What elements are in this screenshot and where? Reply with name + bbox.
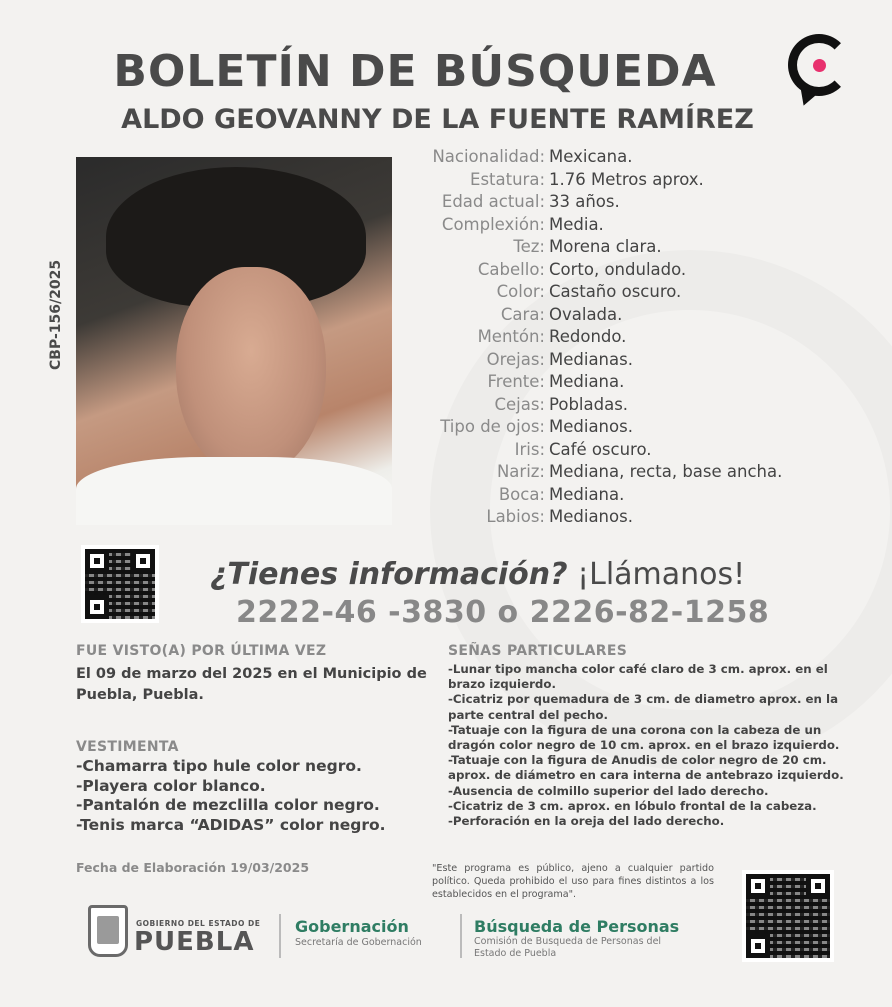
detail-row	[400, 416, 860, 439]
detail-value: Castaño oscuro.	[549, 282, 682, 301]
divider	[460, 914, 462, 958]
call-action: ¡Llámanos!	[577, 557, 746, 592]
detail-label: Orejas:	[486, 349, 545, 369]
detail-label: Frente:	[487, 372, 545, 391]
gobernacion-title: Gobernación	[295, 917, 409, 936]
brand-logo-icon	[788, 34, 850, 96]
detail-label: Cara:	[500, 304, 545, 324]
qr-code-icon[interactable]	[742, 870, 834, 962]
detail-label: Estatura:	[470, 169, 545, 189]
detail-value: Mediana.	[549, 372, 625, 391]
gov-label-big: PUEBLA	[134, 927, 255, 957]
detail-value: Corto, ondulado.	[549, 259, 687, 279]
details-list	[400, 146, 860, 529]
detail-row	[400, 439, 860, 462]
detail-value: Redondo.	[549, 327, 627, 346]
detail-label: Nacionalidad:	[432, 147, 545, 166]
detail-label: Labios:	[486, 507, 545, 526]
gov-label-small: GOBIERNO DEL ESTADO DE	[136, 919, 261, 928]
detail-row	[400, 461, 860, 484]
call-question: ¿Tienes información?	[210, 557, 568, 592]
detail-row	[400, 236, 860, 259]
detail-row	[400, 349, 860, 372]
disclaimer: "Este programa es público, ajeno a cualquier partido político. Queda prohibido el uso para fines distintos a los establecidos en el programa".	[432, 863, 714, 900]
detail-value: Morena clara.	[549, 237, 662, 256]
list-item: -Ausencia de colmillo superior del lado derecho.	[448, 783, 769, 798]
list-item: -Cicatriz de 3 cm. aprox. en lóbulo frontal de la cabeza.	[448, 798, 817, 813]
list-item: -Tenis marca “ADIDAS” color negro.	[76, 815, 386, 834]
detail-value: Medianos.	[549, 507, 633, 526]
detail-value: Ovalada.	[549, 304, 623, 324]
detail-value: Café oscuro.	[549, 439, 652, 459]
detail-label: Nariz:	[496, 462, 545, 481]
bulletin-title: BOLETÍN DE BÚSQUEDA	[113, 46, 717, 97]
detail-label: Edad actual:	[441, 192, 545, 211]
detail-label: Complexión:	[441, 214, 545, 234]
detail-value: Mediana.	[549, 484, 625, 504]
clothing-heading: VESTIMENTA	[76, 739, 179, 755]
detail-row	[400, 304, 860, 327]
gobernacion-subtitle: Secretaría de Gobernación	[295, 937, 422, 948]
last-seen-text: El 09 de marzo del 2025 en el Municipio de Puebla, Puebla.	[76, 666, 427, 703]
list-item: -Cicatriz por quemadura de 3 cm. de diametro aprox. en la parte central del pecho.	[448, 692, 839, 722]
detail-label: Tez:	[513, 237, 545, 256]
detail-row	[400, 191, 860, 214]
divider	[279, 914, 281, 958]
detail-row	[400, 484, 860, 507]
qr-code-icon[interactable]	[81, 545, 159, 623]
detail-label: Mentón:	[477, 327, 545, 346]
list-item: -Lunar tipo mancha color café claro de 3 cm. aprox. en el brazo izquierdo.	[448, 662, 828, 692]
detail-value: Mexicana.	[549, 147, 633, 166]
detail-label: Cejas:	[494, 394, 545, 414]
detail-row	[400, 259, 860, 282]
clothing-list	[76, 757, 386, 835]
list-item: -Chamarra tipo hule color negro.	[76, 757, 362, 775]
detail-row	[400, 326, 860, 349]
detail-value: Medianas.	[549, 349, 633, 369]
detail-row	[400, 506, 860, 529]
list-item: -Tatuaje con la figura de una corona con la cabeza de un dragón color negro de 10 cm. aprox. en el brazo izquierdo.	[448, 722, 840, 753]
detail-value: 1.76 Metros aprox.	[549, 169, 704, 189]
detail-label: Iris:	[514, 439, 545, 459]
marks-list	[448, 662, 848, 829]
list-item: -Perforación en la oreja del lado derecho.	[448, 814, 725, 829]
detail-row	[400, 214, 860, 237]
list-item: -Playera color blanco.	[76, 776, 266, 795]
coat-of-arms-icon	[88, 905, 128, 957]
detail-value: Media.	[549, 214, 604, 234]
detail-value: Mediana, recta, base ancha.	[549, 462, 783, 481]
detail-row	[400, 146, 860, 169]
detail-row	[400, 394, 860, 417]
marks-heading: SEÑAS PARTICULARES	[448, 643, 628, 659]
detail-label: Tipo de ojos:	[440, 417, 545, 436]
detail-row	[400, 371, 860, 394]
busqueda-subtitle: Comisión de Busqueda de Personas del Estado de Puebla	[474, 936, 662, 959]
case-id: CBP-156/2025	[48, 259, 64, 370]
list-item: -Tatuaje con la figura de Anudis de color negro de 20 cm. aprox. de diámetro en cara interna de antebrazo izquierdo.	[448, 753, 844, 783]
detail-row	[400, 169, 860, 192]
detail-label: Cabello:	[477, 259, 545, 279]
person-name: ALDO GEOVANNY DE LA FUENTE RAMÍREZ	[121, 104, 754, 135]
phone-numbers[interactable]: 2222-46 -3830 o 2226-82-1258	[236, 595, 770, 630]
person-photo	[76, 157, 392, 525]
list-item: -Pantalón de mezclilla color negro.	[76, 796, 380, 814]
busqueda-title: Búsqueda de Personas	[474, 917, 680, 936]
elaboration-date: Fecha de Elaboración 19/03/2025	[76, 860, 310, 875]
detail-row	[400, 281, 860, 304]
detail-value: 33 años.	[549, 192, 620, 211]
detail-value: Medianos.	[549, 417, 633, 436]
detail-value: Pobladas.	[549, 394, 629, 414]
detail-label: Boca:	[498, 484, 545, 504]
call-to-action	[210, 557, 745, 592]
detail-label: Color:	[496, 282, 545, 301]
last-seen-heading: FUE VISTO(A) POR ÚLTIMA VEZ	[76, 643, 327, 659]
